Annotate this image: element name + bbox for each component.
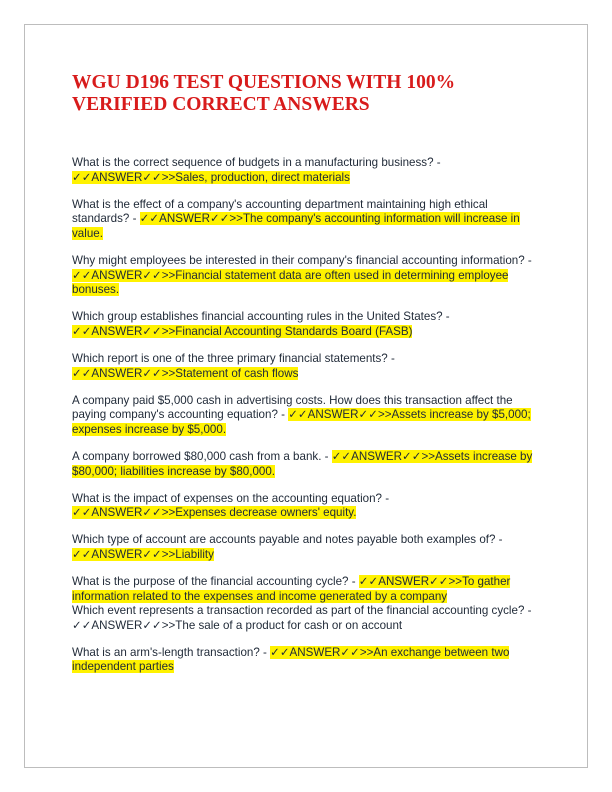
qa-item [72, 254, 542, 298]
question-text: What is an arm's-length transaction? - [72, 645, 271, 659]
question-text: What is the purpose of the financial accounting cycle? - [72, 574, 359, 588]
answer-text: ✓✓ANSWER✓✓>>Financial Accounting Standards Board (FASB) [72, 324, 413, 338]
qa-item [72, 156, 542, 185]
answer-text: ✓✓ANSWER✓✓>>Financial statement data are often used in determining employee bonuses. [72, 268, 509, 297]
qa-item [72, 646, 542, 675]
question-text: A company paid $5,000 cash in advertising costs. How does this transaction affect the paying company's accounting equation? - [72, 393, 513, 422]
answer-text: ✓✓ANSWER✓✓>>Liability [72, 547, 214, 561]
answer-text: ✓✓ANSWER✓✓>>The sale of a product for cash or on account [72, 618, 403, 632]
answer-text: ✓✓ANSWER✓✓>>Statement of cash flows [72, 366, 299, 380]
qa-item [72, 198, 542, 242]
answer-text: ✓✓ANSWER✓✓>>Sales, production, direct materials [72, 170, 350, 184]
answer-text: ✓✓ANSWER✓✓>>The company's accounting information will increase in value. [72, 212, 520, 240]
answer-text: ✓✓ANSWER✓✓>>To gather information related to the expenses and income generated by a company [72, 574, 511, 603]
answer-text: ✓✓ANSWER✓✓>>An exchange between two independent parties [72, 645, 510, 674]
question-text: A company borrowed $80,000 cash from a bank. - [72, 449, 332, 463]
qa-item [72, 604, 542, 633]
answer-text: ✓✓ANSWER✓✓>>Expenses decrease owners' equity. [72, 506, 357, 520]
qa-item [72, 492, 542, 521]
question-text: What is the correct sequence of budgets in a manufacturing business? - [72, 156, 441, 169]
question-text: What is the effect of a company's accounting department maintaining high ethical standards? - [72, 197, 488, 226]
question-text: Which type of account are accounts payable and notes payable both examples of? - [72, 533, 503, 547]
qa-item [72, 450, 542, 479]
qa-item [72, 310, 542, 339]
question-text: What is the impact of expenses on the accounting equation? - [72, 491, 390, 505]
answer-text: ✓✓ANSWER✓✓>>Assets increase by $80,000; liabilities increase by $80,000. [72, 449, 533, 478]
document-title: WGU D196 TEST QUESTIONS WITH 100% VERIFIED CORRECT ANSWERS [72, 72, 456, 115]
qa-list [72, 156, 542, 688]
qa-item [72, 352, 542, 381]
qa-item [72, 575, 542, 604]
question-text: Why might employees be interested in their company's financial accounting information? - [72, 253, 532, 267]
question-text: Which event represents a transaction recorded as part of the financial accounting cycle? - [72, 604, 532, 618]
question-text: Which report is one of the three primary financial statements? - [72, 351, 395, 365]
qa-item [72, 533, 542, 562]
qa-item [72, 394, 542, 438]
question-text: Which group establishes financial accounting rules in the United States? - [72, 310, 450, 324]
answer-text: ✓✓ANSWER✓✓>>Assets increase by $5,000; expenses increase by $5,000. [72, 408, 531, 436]
